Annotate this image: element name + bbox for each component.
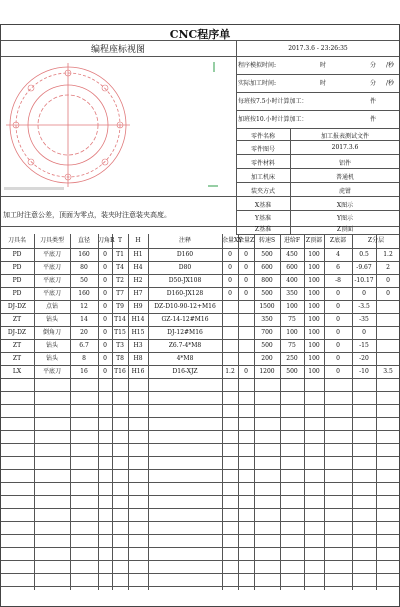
column-header: Z顶部: [305, 237, 323, 244]
table-cell: 0.5: [359, 251, 369, 258]
table-cell: 600: [261, 264, 273, 271]
table-cell: 平底刀: [42, 251, 61, 258]
timing-sec-unit: /秒: [386, 80, 395, 87]
datum-label: Z基准: [254, 226, 272, 233]
table-cell: DJ-12#M16: [167, 329, 203, 336]
column-header: 余量Z: [238, 237, 255, 244]
table-cell: 钻头: [45, 355, 58, 362]
table-cell: -9.67: [356, 264, 372, 271]
table-cell: D16-XJZ: [172, 368, 198, 375]
info-label: 零件材料: [250, 160, 275, 167]
timing-sec-unit: /秒: [386, 62, 395, 69]
table-cell: 0: [103, 277, 107, 284]
table-cell: PD: [12, 277, 22, 284]
table-cell: GZ-14-12#M16: [161, 316, 209, 323]
table-cell: 0: [103, 303, 107, 310]
table-cell: 0: [228, 290, 232, 297]
table-cell: 100: [286, 303, 298, 310]
table-cell: ZT: [12, 355, 22, 362]
table-cell: 0: [362, 290, 366, 297]
table-cell: T7: [116, 290, 124, 297]
info-value: 2017.3.6: [331, 144, 359, 151]
table-rule: [0, 443, 400, 444]
column-header: 转速S: [258, 237, 276, 244]
table-cell: 500: [261, 251, 273, 258]
table-cell: 平底刀: [42, 368, 61, 375]
table-cell: 钻头: [45, 342, 58, 349]
column-header: 注释: [178, 237, 191, 244]
table-cell: DJ-DZ: [7, 329, 27, 336]
table-cell: 200: [261, 355, 273, 362]
table-rule: [0, 456, 400, 457]
table-cell: 点钻: [45, 303, 58, 310]
timing-label: 加班按10.小时计算加工：: [238, 116, 308, 123]
table-cell: 3.5: [383, 368, 393, 375]
table-cell: T1: [116, 251, 124, 258]
table-rule: [0, 573, 400, 574]
datum-value: X图示: [336, 202, 354, 209]
table-rule: [0, 430, 400, 431]
table-cell: H3: [133, 342, 143, 349]
table-rule: [0, 586, 400, 587]
info-value: 普通机: [335, 174, 354, 181]
table-cell: 0: [228, 277, 232, 284]
table-cell: H8: [133, 355, 143, 362]
table-cell: H14: [131, 316, 145, 323]
table-cell: -3.5: [358, 303, 370, 310]
table-cell: 100: [308, 342, 320, 349]
table-cell: 0: [362, 329, 366, 336]
table-cell: 0: [244, 368, 248, 375]
table-cell: 0: [386, 290, 390, 297]
datum-value: Y图示: [337, 215, 353, 222]
table-cell: T4: [116, 264, 124, 271]
table-cell: D80: [178, 264, 192, 271]
table-cell: 80: [80, 264, 88, 271]
table-cell: 100: [308, 264, 320, 271]
table-cell: T3: [116, 342, 124, 349]
table-rule: [0, 508, 400, 509]
table-cell: 100: [308, 251, 320, 258]
table-cell: D160-JX128: [166, 290, 204, 297]
table-cell: 0: [336, 355, 340, 362]
table-cell: -10.17: [354, 277, 374, 284]
column-header: 直径: [77, 237, 90, 244]
table-rule: [0, 482, 400, 483]
column-header: H: [135, 237, 141, 244]
table-cell: H15: [131, 329, 145, 336]
coordinate-view: [2, 58, 234, 192]
table-cell: LX: [12, 368, 22, 375]
machining-note: 加工时注意公差，顶面为零点，装夹时注意装夹高度。: [3, 211, 171, 219]
table-cell: 0: [103, 329, 107, 336]
table-cell: 500: [261, 342, 273, 349]
table-cell: T8: [116, 355, 124, 362]
datum-label: X基准: [254, 202, 272, 209]
timing-label: 实际加工时间:: [238, 80, 277, 87]
table-cell: 16: [80, 368, 88, 375]
table-cell: 6.7: [79, 342, 89, 349]
table-cell: 0: [103, 290, 107, 297]
column-header: 刀具名: [7, 237, 26, 244]
info-value: 加工报表测试文件: [320, 133, 369, 140]
timing-hour-unit: 时: [320, 80, 327, 87]
table-cell: 350: [261, 316, 273, 323]
table-cell: 350: [286, 290, 298, 297]
column-header: 进给F: [283, 237, 301, 244]
table-cell: PD: [12, 264, 22, 271]
table-cell: 4: [336, 251, 340, 258]
table-cell: 1500: [259, 303, 275, 310]
timing-label: 每班按7.5小时计算加工：: [238, 98, 308, 105]
table-cell: 250: [286, 355, 298, 362]
table-cell: 0: [244, 290, 248, 297]
table-cell: 1200: [259, 368, 275, 375]
table-rule: [0, 495, 400, 496]
table-cell: 平底刀: [42, 264, 61, 271]
table-cell: 50: [80, 277, 88, 284]
table-cell: -10: [359, 368, 369, 375]
table-cell: 100: [308, 329, 320, 336]
column-header: 余量XY: [222, 237, 243, 244]
info-label: 加工机床: [250, 174, 275, 181]
info-value: 虎钳: [338, 188, 351, 195]
table-cell: 100: [308, 355, 320, 362]
table-rule: [0, 391, 400, 392]
info-label: 装夹方式: [250, 188, 275, 195]
table-cell: 100: [308, 303, 320, 310]
column-header: T: [117, 237, 122, 244]
table-cell: 0: [228, 251, 232, 258]
table-cell: DZ-D10-90-12+M16: [154, 303, 216, 310]
table-cell: PD: [12, 290, 22, 297]
table-cell: H4: [133, 264, 143, 271]
table-rule: [0, 417, 400, 418]
table-cell: 0: [103, 342, 107, 349]
table-cell: H1: [133, 251, 143, 258]
table-cell: 0: [103, 355, 107, 362]
table-cell: 8: [82, 355, 86, 362]
table-cell: 100: [308, 290, 320, 297]
table-cell: 600: [286, 264, 298, 271]
table-cell: Z6.7-4*M8: [168, 342, 202, 349]
table-cell: -20: [359, 355, 369, 362]
table-cell: H2: [133, 277, 143, 284]
table-cell: 0: [103, 316, 107, 323]
info-label: 零件图号: [250, 146, 275, 153]
table-cell: 0: [386, 277, 390, 284]
table-cell: 0: [103, 264, 107, 271]
table-cell: 160: [78, 251, 90, 258]
table-cell: -35: [359, 316, 369, 323]
table-rule: [0, 534, 400, 535]
table-cell: 0: [244, 251, 248, 258]
table-cell: 1.2: [383, 251, 393, 258]
view-title: 编程座标视图: [90, 45, 145, 55]
table-rule: [0, 521, 400, 522]
timing-label: 程序模拟时间:: [238, 62, 277, 69]
table-cell: H16: [131, 368, 145, 375]
table-cell: 100: [286, 329, 298, 336]
datum-label: Y基准: [255, 215, 271, 222]
timing-piece-unit: 件: [370, 116, 377, 123]
info-value: 铝件: [338, 160, 351, 167]
table-rule: [0, 378, 400, 379]
table-cell: 0: [244, 277, 248, 284]
table-cell: DJ-DZ: [7, 303, 27, 310]
table-cell: 100: [308, 316, 320, 323]
table-cell: 0: [103, 251, 107, 258]
column-header: Z分层: [367, 237, 385, 244]
table-cell: 0: [228, 264, 232, 271]
table-cell: 450: [286, 251, 298, 258]
table-rule: [0, 547, 400, 548]
table-cell: 160: [78, 290, 90, 297]
table-cell: 0: [244, 264, 248, 271]
table-cell: T9: [116, 303, 124, 310]
timing-min-unit: 分: [370, 80, 377, 87]
table-rule: [0, 404, 400, 405]
table-cell: 0: [336, 368, 340, 375]
table-cell: 14: [80, 316, 88, 323]
timing-min-unit: 分: [370, 62, 377, 69]
table-cell: T2: [116, 277, 124, 284]
table-cell: D50-JX108: [168, 277, 202, 284]
table-cell: T14: [114, 316, 126, 323]
table-cell: 0: [336, 329, 340, 336]
table-cell: 2: [386, 264, 390, 271]
table-cell: -8: [335, 277, 341, 284]
table-cell: -15: [359, 342, 369, 349]
table-cell: 0: [336, 303, 340, 310]
table-cell: 钻头: [45, 316, 58, 323]
column-header: Z底部: [329, 237, 347, 244]
table-cell: 平底刀: [42, 290, 61, 297]
table-rule: [0, 469, 400, 470]
column-header: 刀具类型: [39, 237, 64, 244]
table-cell: 100: [308, 277, 320, 284]
datetime: 2017.3.6 - 23:26:35: [288, 45, 348, 52]
table-cell: H7: [133, 290, 143, 297]
table-cell: H9: [133, 303, 143, 310]
table-cell: 800: [261, 277, 273, 284]
table-cell: 700: [261, 329, 273, 336]
datum-value: Z顶面: [336, 226, 354, 233]
table-cell: 20: [80, 329, 88, 336]
table-cell: 平底刀: [42, 277, 61, 284]
view-watermark: [4, 187, 64, 190]
table-cell: ZT: [12, 316, 22, 323]
table-cell: 100: [308, 368, 320, 375]
table-cell: 12: [80, 303, 88, 310]
table-cell: 0: [336, 316, 340, 323]
table-cell: 0: [103, 368, 107, 375]
table-cell: 75: [288, 342, 296, 349]
table-cell: T15: [114, 329, 126, 336]
page-title: CNC程序单: [169, 28, 231, 41]
table-cell: 1.2: [225, 368, 235, 375]
table-cell: 0: [336, 290, 340, 297]
timing-hour-unit: 时: [320, 62, 327, 69]
table-cell: PD: [12, 251, 22, 258]
table-cell: D160: [176, 251, 194, 258]
column-header: 刀角R: [98, 237, 115, 244]
table-cell: T16: [114, 368, 126, 375]
timing-piece-unit: 件: [370, 98, 377, 105]
info-label: 零件名称: [250, 133, 275, 140]
table-rule: [0, 560, 400, 561]
table-cell: 75: [288, 316, 296, 323]
table-cell: 倒角刀: [42, 329, 61, 336]
table-cell: 4*M8: [176, 355, 194, 362]
table-cell: 500: [286, 368, 298, 375]
table-cell: 400: [286, 277, 298, 284]
table-cell: 500: [261, 290, 273, 297]
table-cell: ZT: [12, 342, 22, 349]
table-cell: 0: [336, 342, 340, 349]
table-cell: 6: [336, 264, 340, 271]
